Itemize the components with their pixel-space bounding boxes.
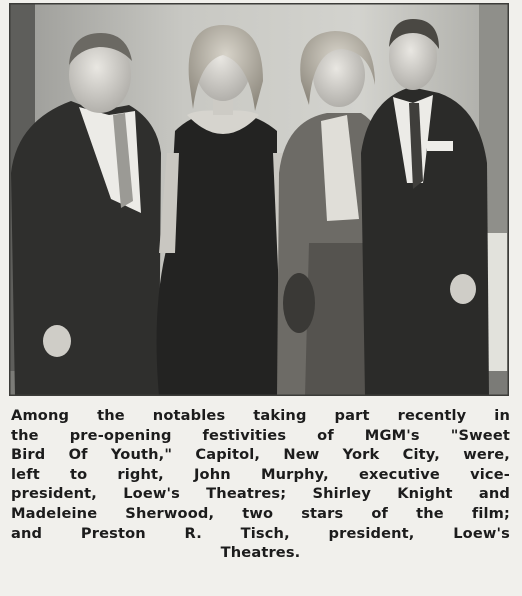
caption-line: Madeleine Sherwood, two stars of the film; xyxy=(11,504,510,522)
caption-line: the pre-opening festivities of MGM's "Sweet xyxy=(11,426,510,444)
caption-line: and Preston R. Tisch, president, Loew's xyxy=(11,524,510,542)
photo-illustration xyxy=(9,3,509,396)
caption-line: left to right, John Murphy, executive vice- xyxy=(11,465,510,483)
photo-caption xyxy=(11,406,510,563)
news-photo xyxy=(9,3,509,396)
caption-line: Theatres. xyxy=(220,544,301,562)
caption-line: Bird Of Youth," Capitol, New York City, were, xyxy=(11,446,510,464)
caption-line: Among the notables taking part recently in xyxy=(11,407,510,424)
caption-line: president, Loew's Theatres; Shirley Knight and xyxy=(11,485,510,503)
